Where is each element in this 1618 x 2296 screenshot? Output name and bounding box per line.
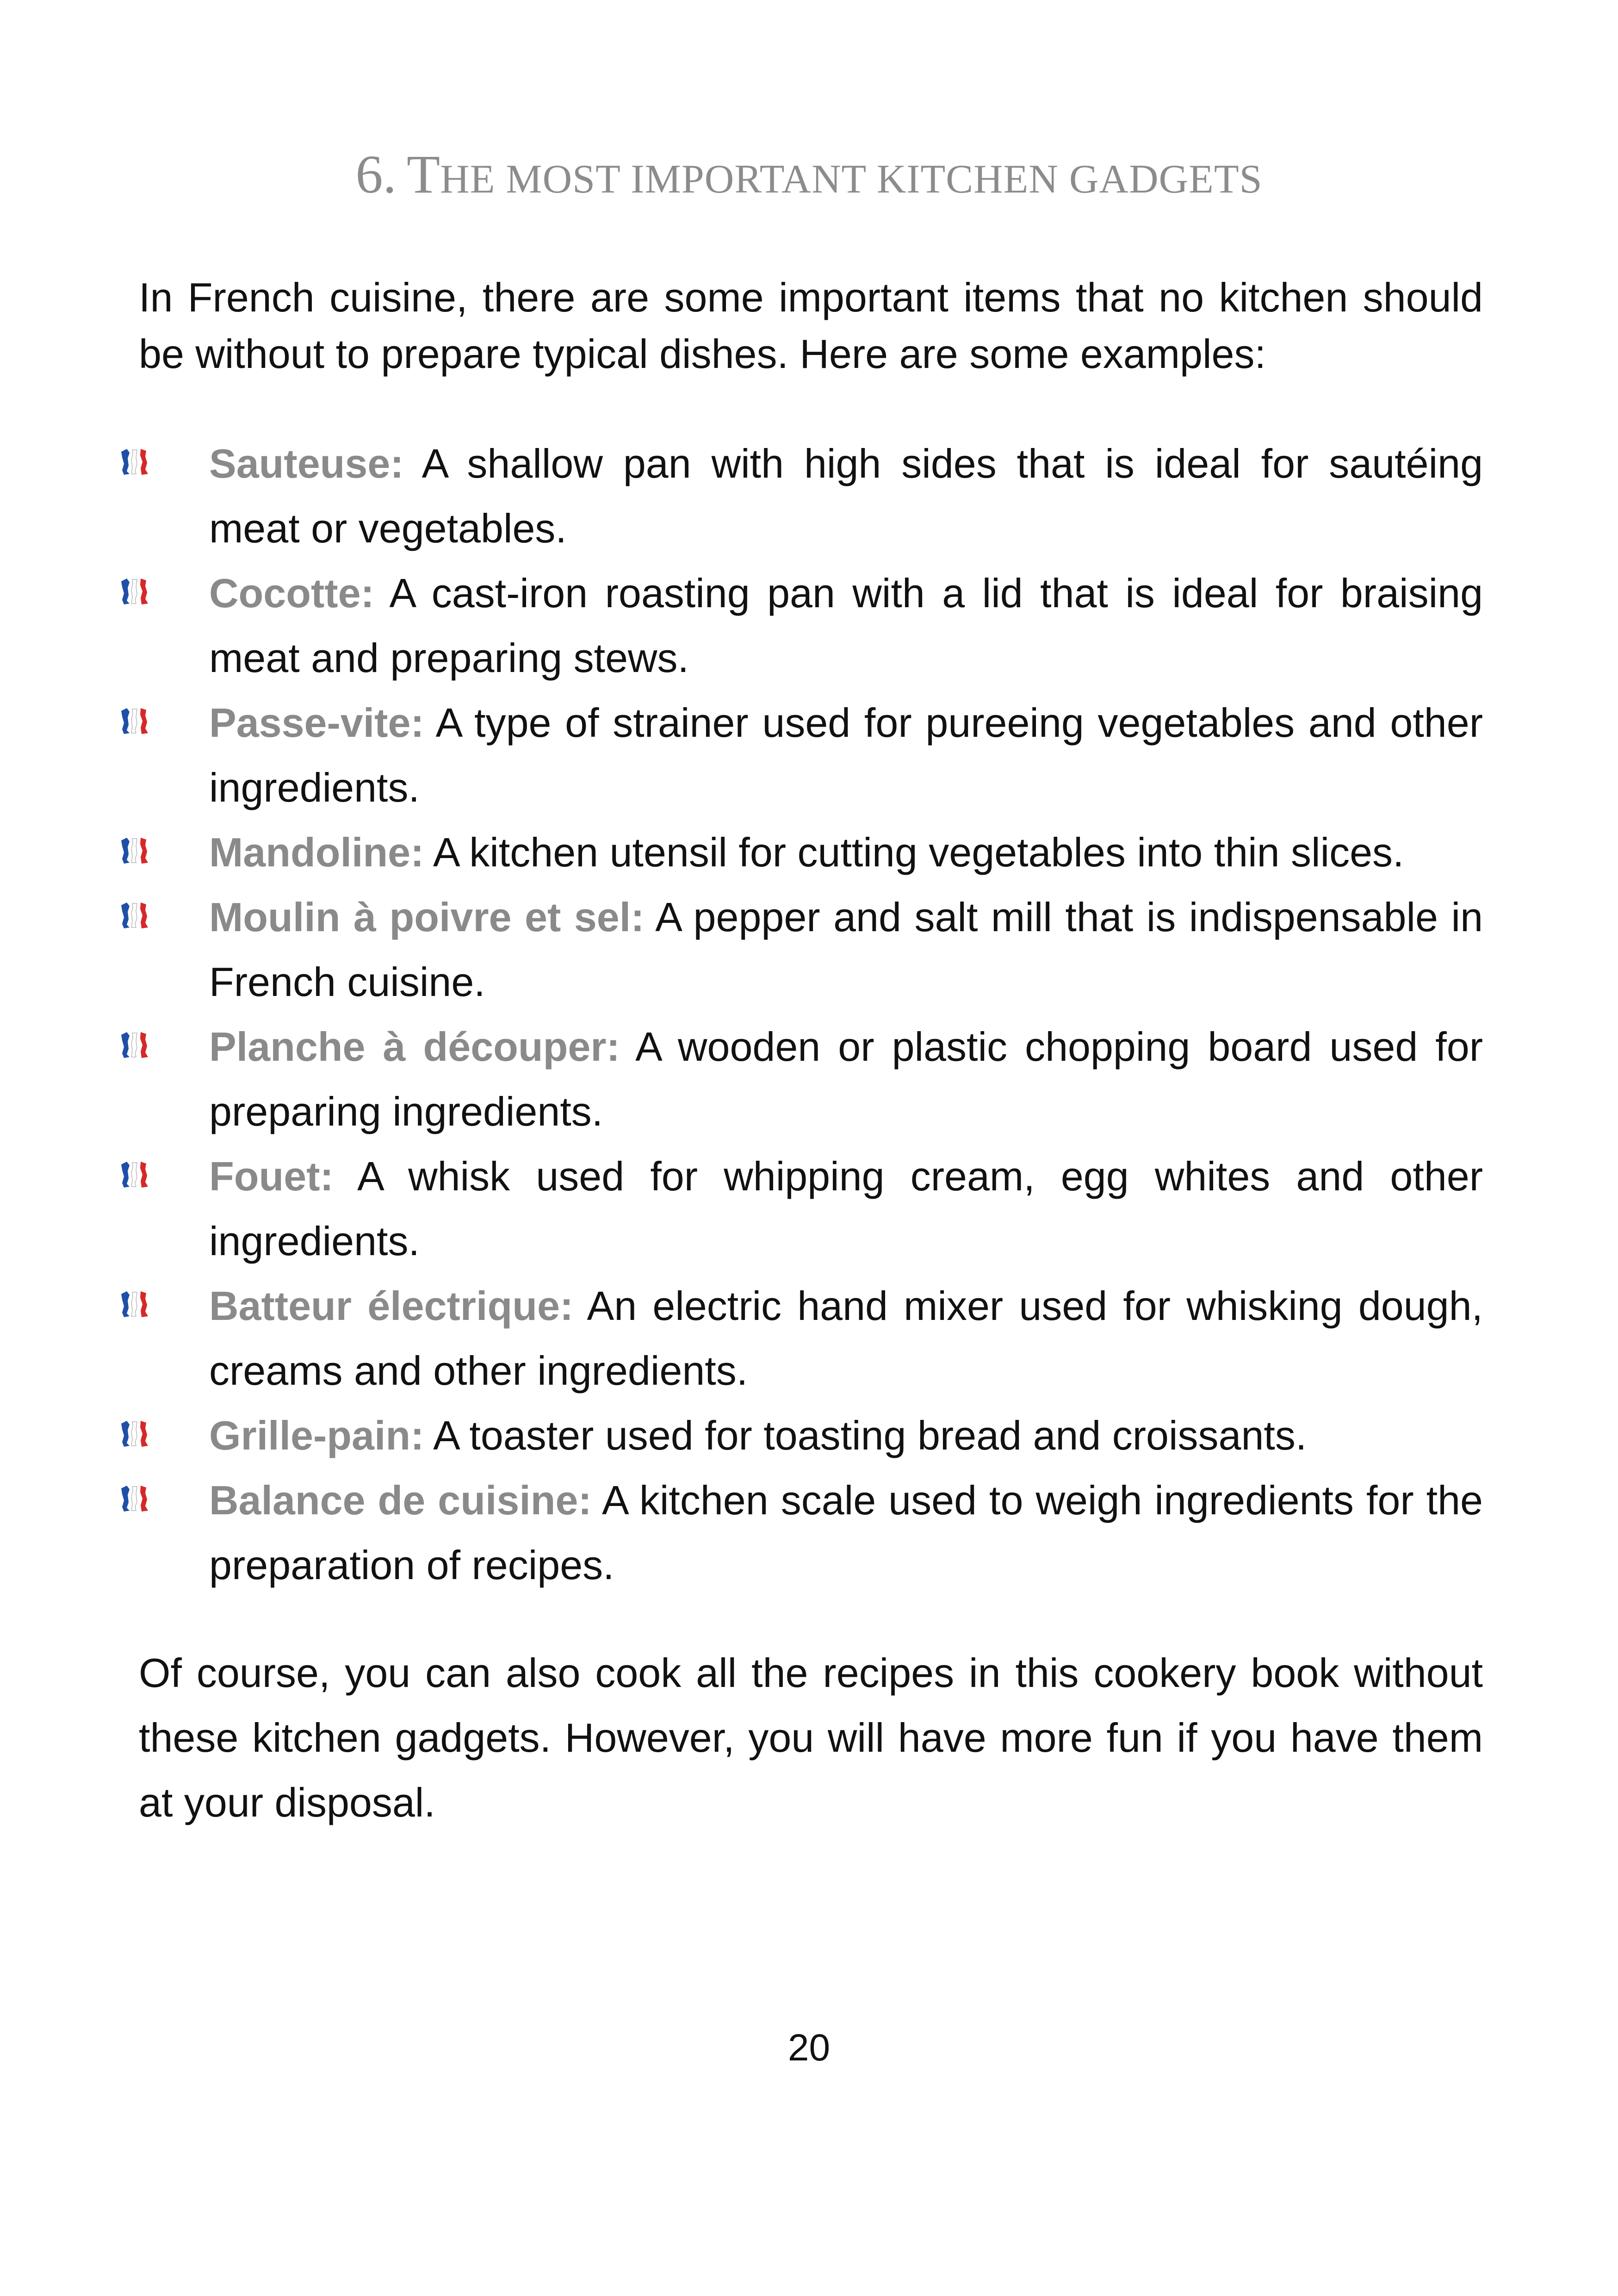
list-item — [0, 885, 1483, 1014]
list-item — [0, 820, 1483, 885]
france-map-icon — [118, 901, 156, 930]
list-item — [0, 1403, 1483, 1468]
gadget-description: An electric hand mixer used for whisking dough, creams and other ingredients. — [209, 1283, 1483, 1394]
list-item — [0, 1144, 1483, 1274]
france-map-icon — [118, 1030, 156, 1060]
intro-paragraph: In French cuisine, there are some important items that no kitchen should be without to prepare typical dishes. Here are some examples: — [139, 274, 1483, 377]
list-item — [0, 431, 1483, 561]
gadget-description: A kitchen utensil for cutting vegetables into thin slices. — [433, 829, 1404, 875]
gadget-description: A type of strainer used for pureeing vegetables and other ingredients. — [209, 700, 1483, 810]
gadget-term: Batteur électrique: — [209, 1283, 574, 1329]
chapter-title-initial: T — [406, 144, 440, 205]
list-item — [0, 1468, 1483, 1598]
france-map-icon — [118, 1484, 156, 1513]
gadget-description: A pepper and salt mill that is indispensable in French cuisine. — [209, 894, 1483, 1005]
list-item — [0, 1014, 1483, 1144]
chapter-title-rest: HE MOST IMPORTANT KITCHEN GADGETS — [440, 157, 1263, 202]
france-map-icon — [118, 1289, 156, 1319]
gadget-term: Mandoline: — [209, 829, 424, 875]
france-map-icon — [118, 706, 156, 736]
gadget-term: Planche à découper: — [209, 1024, 620, 1070]
france-map-icon — [118, 1419, 156, 1449]
gadget-term: Sauteuse: — [209, 441, 404, 486]
gadget-description: A cast-iron roasting pan with a lid that is ideal for braising meat and preparing stews. — [209, 570, 1483, 681]
gadget-description: A wooden or plastic chopping board used for preparing ingredients. — [209, 1024, 1483, 1134]
france-map-icon — [118, 1160, 156, 1189]
list-item — [0, 1274, 1483, 1403]
list-item — [0, 691, 1483, 820]
gadget-term: Moulin à poivre et sel: — [209, 894, 645, 940]
gadget-description: A kitchen scale used to weigh ingredients for the preparation of recipes. — [209, 1477, 1483, 1588]
gadget-term: Grille-pain: — [209, 1412, 424, 1458]
gadget-term: Passe-vite: — [209, 700, 424, 746]
gadget-list — [0, 431, 1618, 1598]
closing-paragraph: Of course, you can also cook all the recipes in this cookery book without these kitchen gadgets. However, you will have more fun if you have them at your disposal. — [139, 1650, 1483, 1825]
gadget-term: Cocotte: — [209, 570, 374, 616]
france-map-icon — [118, 447, 156, 477]
gadget-term: Fouet: — [209, 1153, 334, 1199]
gadget-term: Balance de cuisine: — [209, 1477, 592, 1523]
page-number: 20 — [787, 2027, 831, 2069]
gadget-description: A whisk used for whipping cream, egg whites and other ingredients. — [209, 1153, 1483, 1264]
chapter-number: 6. — [355, 144, 397, 205]
list-item — [0, 561, 1483, 691]
gadget-description: A toaster used for toasting bread and croissants. — [433, 1412, 1307, 1458]
france-map-icon — [118, 577, 156, 606]
chapter-title — [0, 144, 1618, 205]
france-map-icon — [118, 836, 156, 865]
gadget-description: A shallow pan with high sides that is ideal for sautéing meat or vegetables. — [209, 441, 1483, 551]
